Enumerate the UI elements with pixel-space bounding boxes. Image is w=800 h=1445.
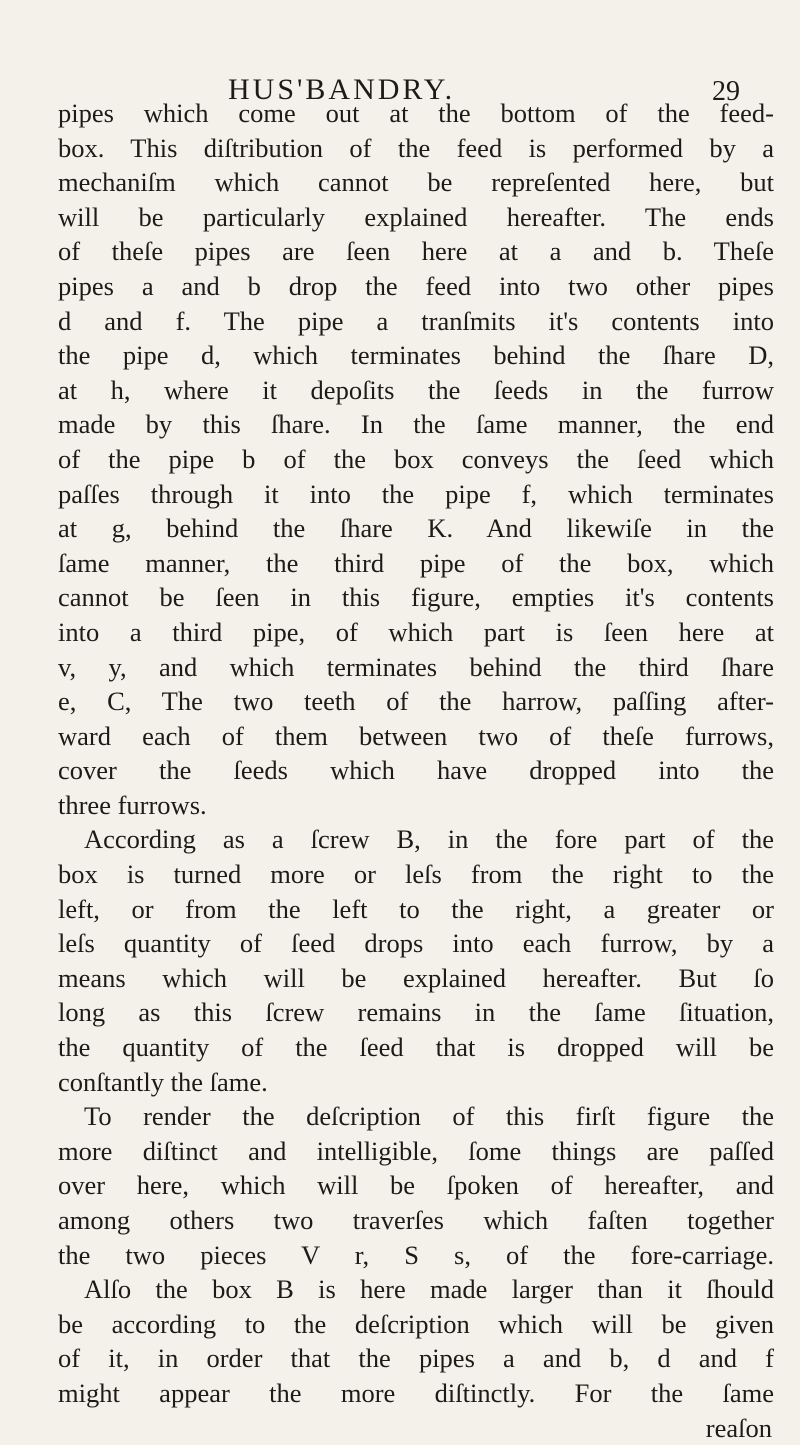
text-line: long as this ſcrew remains in the ſame ſituation, — [58, 997, 774, 1028]
text-line: the pipe d, which terminates behind the ſhare D, — [58, 340, 774, 371]
text-line: of it, in order that the pipes a and b, d and f — [58, 1343, 774, 1374]
text-line: of the pipe b of the box conveys the ſeed which — [58, 443, 774, 474]
catchword: reaſon — [705, 1412, 772, 1443]
text-line: box is turned more or leſs from the right to the — [58, 859, 774, 890]
text-line: at h, where it depoſits the ſeeds in the furrow — [58, 374, 774, 405]
text-line: three furrows. — [58, 789, 207, 820]
text-line: made by this ſhare. In the ſame manner, the end — [58, 409, 774, 440]
text-line: box. This diſtribution of the feed is performed by a — [58, 132, 774, 163]
body-text — [58, 96, 774, 1445]
text-line: ward each of them between two of theſe furrows, — [58, 720, 774, 751]
text-line: Alſo the box B is here made larger than it ſhould — [84, 1274, 774, 1305]
text-line: cannot be ſeen in this figure, empties it's contents — [58, 582, 774, 613]
text-line: mechaniſm which cannot be repreſented here, but — [58, 167, 774, 198]
text-line: will be particularly explained hereafter. The ends — [58, 201, 774, 232]
text-line: means which will be explained hereafter. But ſo — [58, 962, 774, 993]
text-line: d and f. The pipe a tranſmits it's contents into — [58, 305, 774, 336]
text-line: leſs quantity of ſeed drops into each furrow, by a — [58, 928, 774, 959]
text-line: conſtantly the ſame. — [58, 1066, 268, 1097]
text-line: might appear the more diſtinctly. For the ſame — [58, 1377, 774, 1408]
text-line: more diſtinct and intelligible, ſome things are paſſed — [58, 1135, 774, 1166]
text-line: paſſes through it into the pipe f, which terminates — [58, 478, 774, 509]
text-line: the quantity of the ſeed that is dropped will be — [58, 1032, 774, 1063]
text-line: To render the deſcription of this firſt figure the — [84, 1101, 774, 1132]
text-line: e, C, The two teeth of the harrow, paſſing after- — [58, 686, 774, 717]
text-line: pipes a and b drop the feed into two other pipes — [58, 270, 774, 301]
text-line: cover the ſeeds which have dropped into the — [58, 755, 774, 786]
text-line: v, y, and which terminates behind the third ſhare — [58, 651, 774, 682]
text-line: ſame manner, the third pipe of the box, which — [58, 547, 774, 578]
text-line: over here, which will be ſpoken of hereafter, and — [58, 1170, 774, 1201]
text-line: among others two traverſes which faſten together — [58, 1205, 774, 1235]
text-line: pipes which come out at the bottom of the feed- — [58, 98, 774, 128]
running-head: HUS'BANDRY. — [228, 73, 456, 106]
text-line: be according to the deſcription which will be given — [58, 1308, 774, 1339]
text-line: According as a ſcrew B, in the fore part of the — [84, 824, 774, 855]
text-line: the two pieces V r, S s, of the fore-carriage. — [58, 1239, 774, 1270]
text-line: left, or from the left to the right, a greater or — [58, 893, 774, 924]
text-line: of theſe pipes are ſeen here at a and b. Theſe — [58, 236, 774, 267]
page-number: 29 — [712, 76, 740, 107]
text-line: at g, behind the ſhare K. And likewiſe in the — [58, 513, 774, 544]
text-line: into a third pipe, of which part is ſeen here at — [58, 616, 774, 647]
